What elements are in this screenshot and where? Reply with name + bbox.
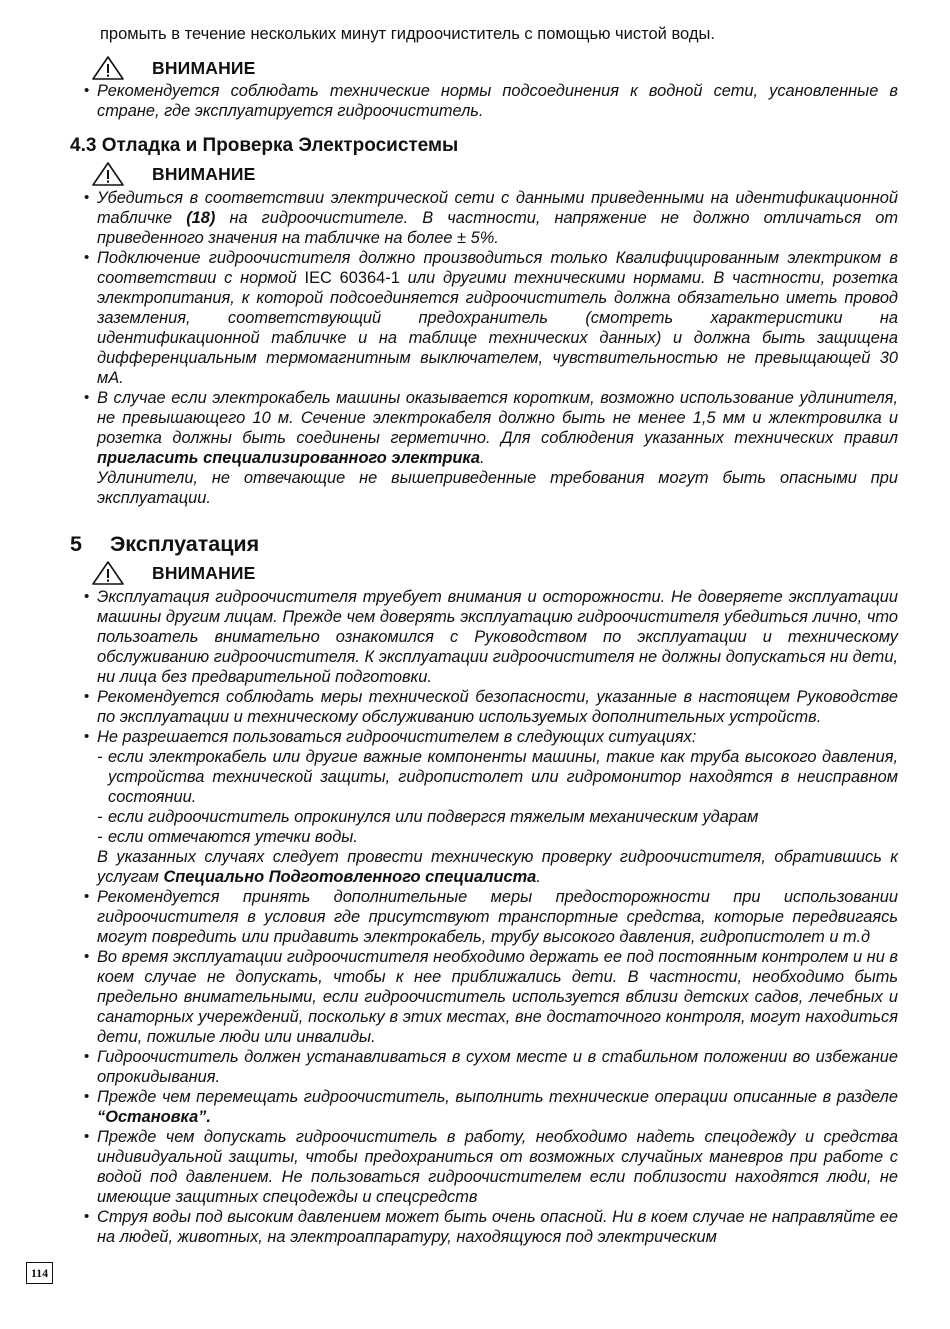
warning-label: ВНИМАНИЕ — [152, 57, 256, 78]
warning-label: ВНИМАНИЕ — [152, 163, 256, 184]
bullet-paragraph: • В случае если электрокабель машины оказывается коротким, возможно использование удлинителя, не превышающего 10 м. Сечение электрокабеля должно быть не менее 1,5 мм и жлектровилка и розетка должны быть соединены герметично. Для соблюдения указанных технических правил пригласить специализированного электрика. — [0, 388, 950, 468]
intro-paragraph: промыть в течение нескольких минут гидроочиститель с помощью чистой воды. — [100, 25, 715, 43]
bullet-paragraph: • Струя воды под высоким давлением может быть очень опасной. Ни в коем случае не направляйте ее на людей, животных, на электроаппаратуру, находящуюся под электрическим — [0, 1207, 950, 1247]
bullet-paragraph: • Во время эксплуатации гидроочистителя необходимо держать ее под постоянным контролем и ни в коем случае не допускать, чтобы к нее приближались дети. В частности, необходимо быть предельно внимательными, если гидроочиститель используется вблизи детских садов, лечебных и санаторных учереждений, поскольку в этих местах, вне достаточного контроля, могут находиться дети, пожилые люди или инвалиды. — [0, 947, 950, 1047]
warning-header — [90, 55, 256, 81]
dash-item: - если гидроочиститель опрокинулся или подвергся тяжелым механическим ударам — [0, 807, 950, 827]
dash-item: - если отмечаются утечки воды. — [0, 827, 950, 847]
warning-triangle-icon — [90, 560, 126, 586]
bullet-paragraph: • Эксплуатация гидроочистителя труебует внимания и осторожности. Не доверяете эксплуатации машины другим лицам. Прежде чем доверять эксплуатацию гидроочистителя убедиться лично, что пользоатель внимательно ознакомился с Руководством по эксплуатации и техническому обслуживанию гидроочистителя. К эксплуатации гидроочистителя не должны допускаться ни дети, ни лица без предварительной подготовки. — [0, 587, 950, 687]
warning-triangle-icon — [90, 55, 126, 81]
bullet-paragraph: • Прежде чем допускать гидроочиститель в работу, необходимо надеть спецодежду и средства индивидуальной защиты, чтобы предохраниться от возможных случайных маневров при работе с водой под давлением. Не пользоваться гидроочистителем если поблизости находятся люди, не имеющие защитных спецодежды и спецсредств — [0, 1127, 950, 1207]
section-4-3-warnings — [0, 188, 950, 508]
bullet-paragraph: • Гидроочиститель должен устанавливаться в сухом месте и в стабильном положении во избежание опрокидывания. — [0, 1047, 950, 1087]
section-5-warnings — [0, 587, 950, 1247]
bullet-paragraph: • Убедиться в соответствии электрической сети с данными приведенными на идентификационной табличке (18) на гидроочистителе. В частности, напряжение не должно отличаться от приведенного значения на табличке на более ± 5%. — [0, 188, 950, 248]
warning-1-block — [0, 81, 950, 121]
paragraph: Удлинители, не отвечающие не вышеприведенные требования могут быть опасными при эксплуатации. — [97, 469, 898, 507]
section-5-title: 5 Эксплуатация — [70, 532, 260, 556]
bullet-paragraph: • Рекомендуется соблюдать технические нормы подсоединения к водной сети, усановленные в стране, где эксплуатируется гидроочиститель. — [0, 81, 950, 121]
dash-item: - если электрокабель или другие важные компоненты машины, такие как труба высокого давления, устройства технической защиты, гидропистолет или гидромонитор находятся в неисправном состоянии. — [0, 747, 950, 807]
warning-triangle-icon — [90, 161, 126, 187]
bullet-paragraph: • Прежде чем перемещать гидроочиститель, выполнить технические операции описанные в разделе “Остановка”. — [0, 1087, 950, 1127]
bullet-paragraph: • Рекомендуется соблюдать меры технической безопасности, указанные в настоящем Руководстве по эксплуатации и техническому обслуживанию используемых дополнительных устройств. — [0, 687, 950, 727]
warning-label: ВНИМАНИЕ — [152, 562, 256, 583]
warning-header — [90, 560, 256, 586]
page-number: 114 — [26, 1262, 53, 1284]
warning-header — [90, 161, 256, 187]
bullet-paragraph: • Рекомендуется принять дополнительные меры предосторожности при использовании гидроочистителя в условия где присутствуют транспортные средства, которые передвигаясь могут повредить или придавить электрокабель, трубу высокого давления, гидропистолет и т.д — [0, 887, 950, 947]
bullet-paragraph: • Подключение гидроочистителя должно производиться только Квалифицированным электриком в соответствии с нормой IEC 60364-1 или другими техническими нормами. В частности, розетка электропитания, к которой подсоединяется гидроочиститель должна обязательно иметь провод заземления, соответствующий предохранитель (смотреть характеристики на идентификационной табличке и на таблице технических данных) и должна быть защищена дифференциальным термомагнитным выключателем, чувствительностью не превыщающей 30 мА. — [0, 248, 950, 388]
section-4-3-title: 4.3 Отладка и Проверка Электросистемы — [70, 135, 459, 156]
paragraph: В указанных случаях следует провести техническую проверку гидроочистителя, обратившись к услугам Специально Подготовленного специалиста. — [97, 848, 898, 886]
bullet-paragraph: • Не разрешается пользоваться гидроочистителем в следующих ситуациях: — [0, 727, 950, 747]
